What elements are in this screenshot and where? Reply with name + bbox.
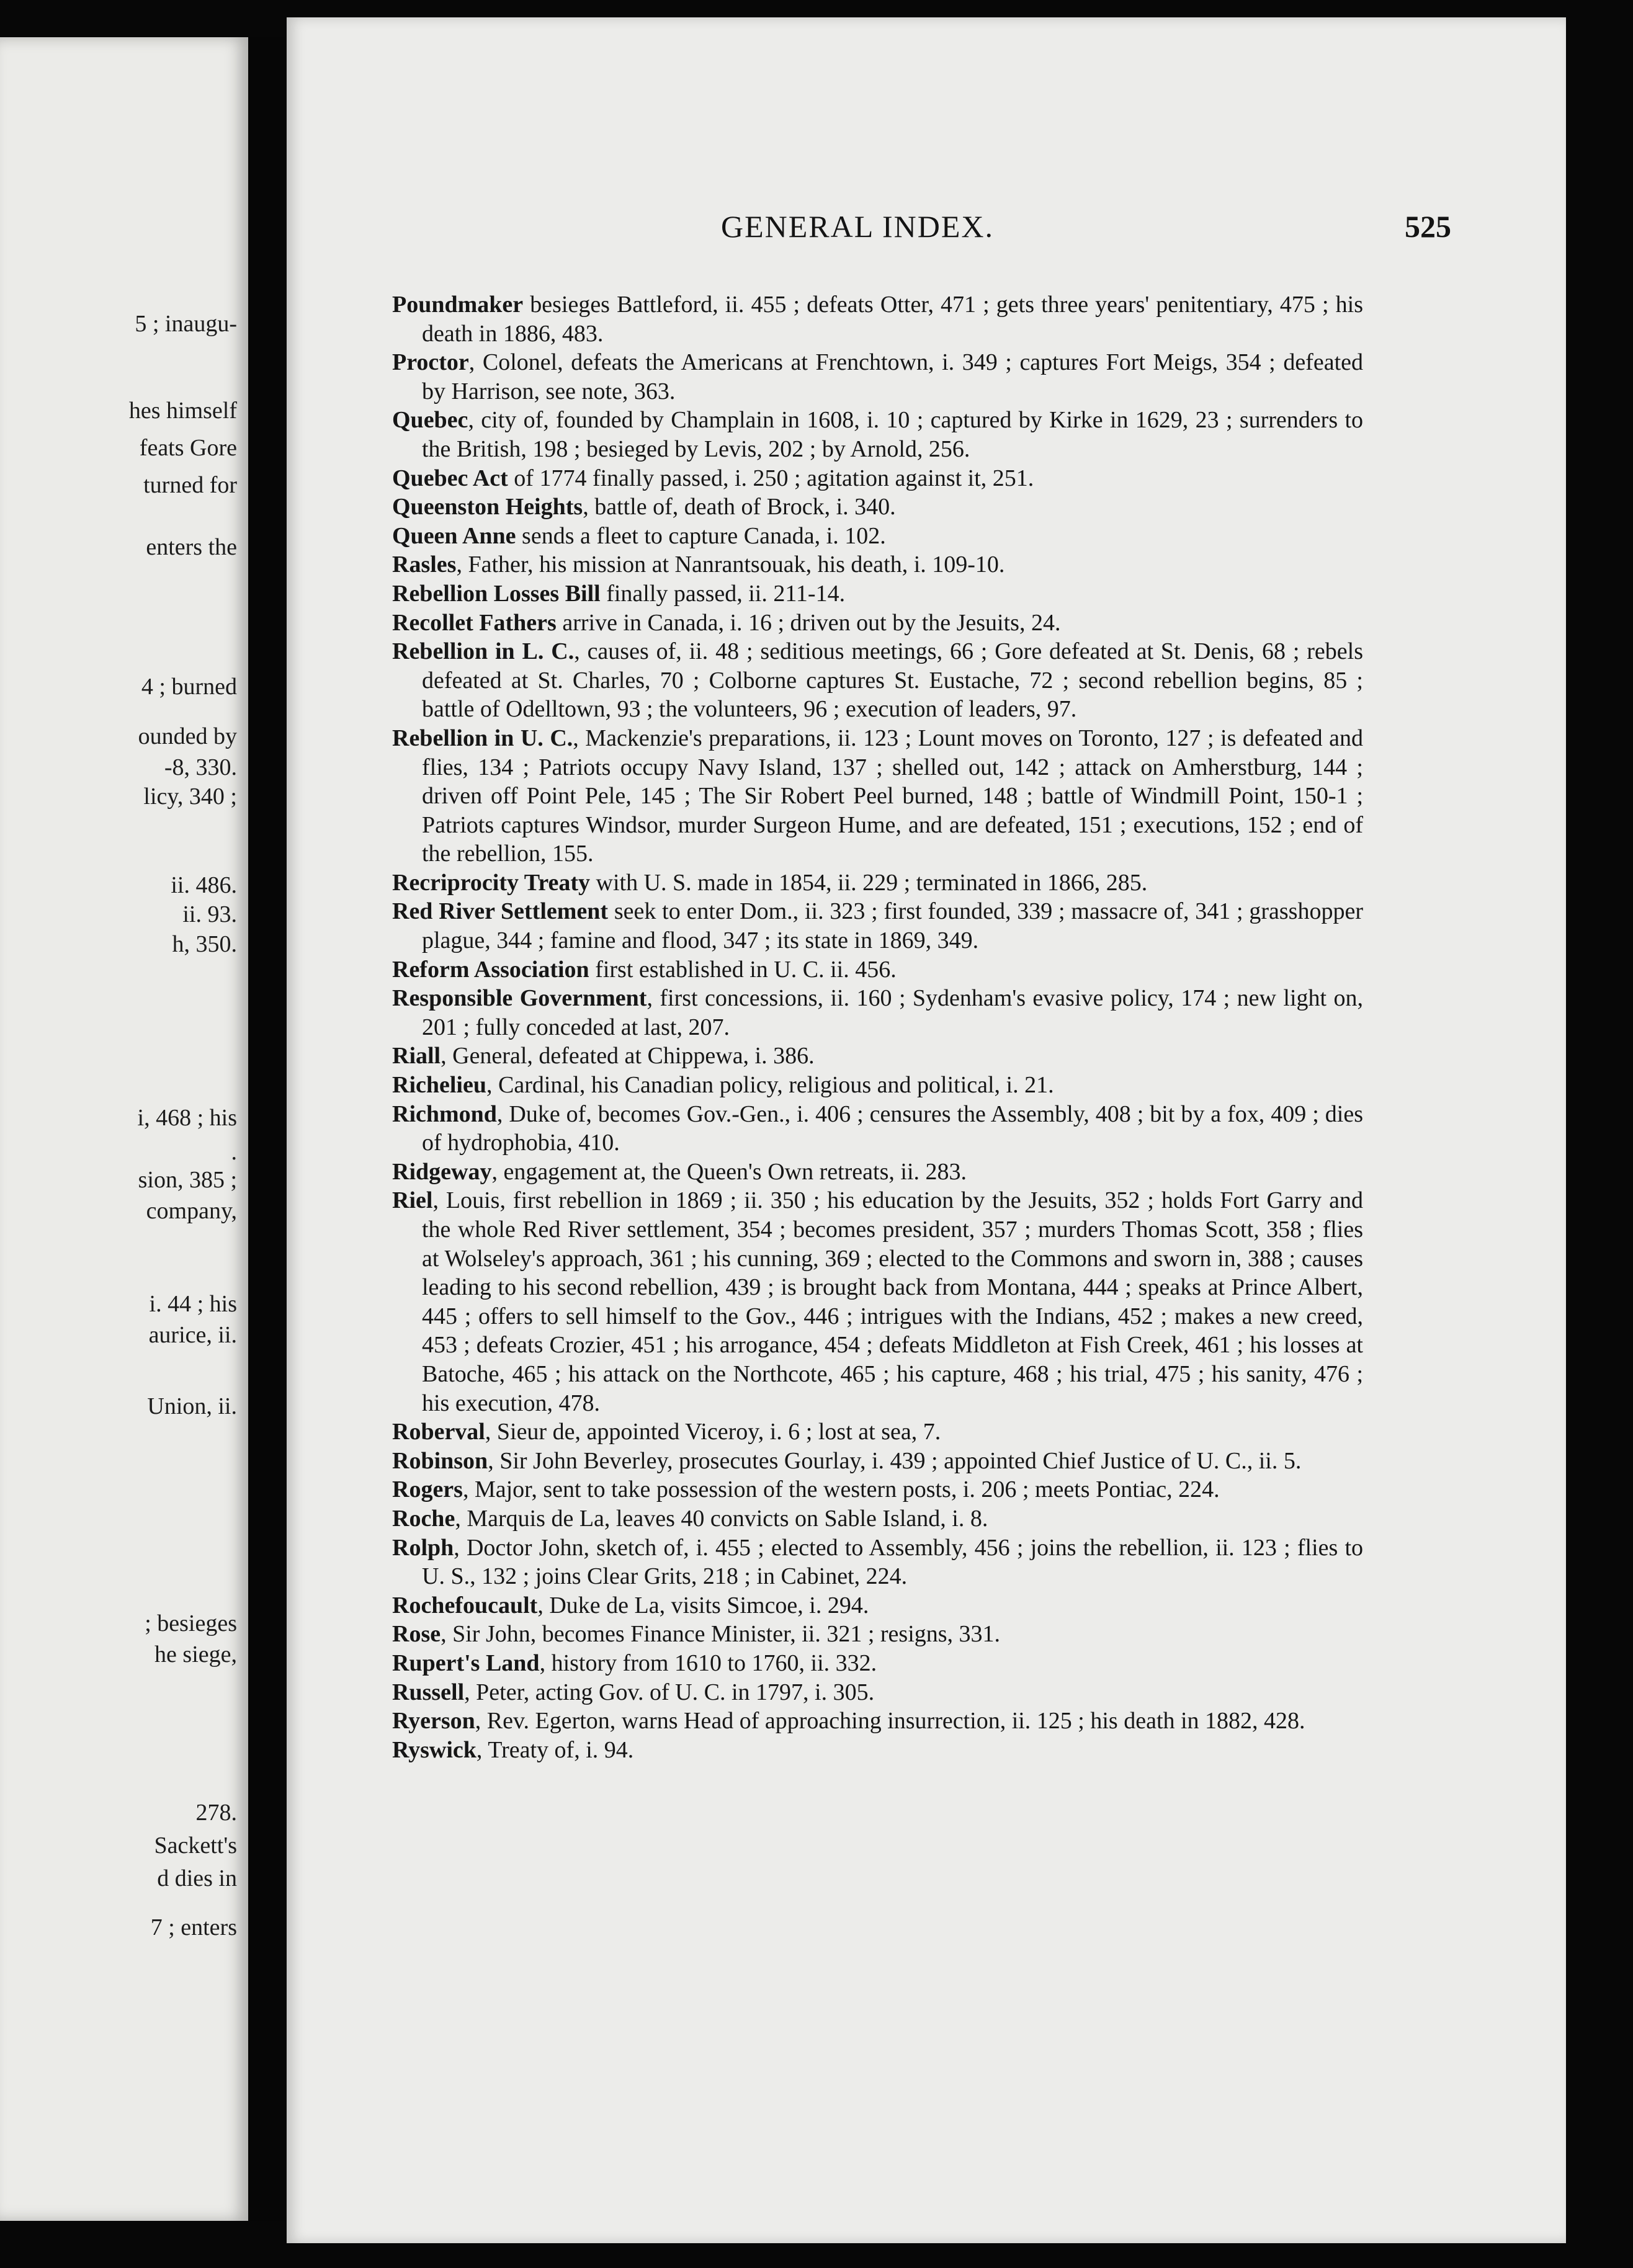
entry-heading: Rasles: [392, 551, 457, 578]
entry-heading: Riall: [392, 1043, 441, 1069]
entry-heading: Rebellion Losses Bill: [392, 580, 601, 607]
index-entry: [392, 406, 1363, 463]
index-entry: [392, 1042, 1363, 1071]
entry-heading: Robinson: [392, 1447, 488, 1474]
entry-heading: Queenston Heights: [392, 494, 583, 520]
facing-page-line: 278.: [195, 1800, 237, 1826]
entry-references: , Duke de La, visits Simcoe, i. 294.: [537, 1592, 869, 1618]
entry-references: , Duke of, becomes Gov.-Gen., i. 406 ; censures the Assembly, 408 ; bit by a fox, 409 ; dies of hydrophobia, 410.: [422, 1101, 1363, 1156]
facing-page-line: ; besieges: [145, 1610, 237, 1636]
entry-references: finally passed, ii. 211-14.: [600, 580, 846, 607]
entry-references: , Mackenzie's preparations, ii. 123 ; Lount moves on Toronto, 127 ; is defeated and flies, 134 ; Patriots occupy Navy Island, 137 ; shelled out, 142 ; attack on Amherstburg, 144 ; driven off Point Pele, 145 ; The Sir Robert Peel burned, 148 ; battle of Windmill Point, 150-1 ; Patriots captures Windsor, murder Surgeon Hume, and are defeated, 151 ; executions, 152 ; end of the rebellion, 155.: [422, 725, 1363, 867]
entry-references: , Father, his mission at Nanrantsouak, his death, i. 109-10.: [456, 551, 1005, 578]
entry-heading: Roche: [392, 1505, 455, 1532]
facing-page-line: ii. 486.: [171, 872, 237, 898]
entry-heading: Red River Settlement: [392, 898, 609, 925]
entry-heading: Riel: [392, 1187, 433, 1214]
facing-page-line: h, 350.: [172, 931, 237, 957]
entry-heading: Richmond: [392, 1101, 497, 1127]
entry-heading: Responsible Government: [392, 985, 647, 1012]
entry-heading: Richelieu: [392, 1072, 486, 1099]
entry-references: , causes of, ii. 48 ; seditious meetings, 66 ; Gore defeated at St. Denis, 68 ; rebels defeated at St. Charles, 70 ; Colborne captures St. Eustache, 72 ; second rebellion begins, 85 ; battle of Odelltown, 93 ; the volunteers, 96 ; execution of leaders, 97.: [422, 638, 1363, 723]
entry-references: seek to enter Dom., ii. 323 ; first founded, 339 ; massacre of, 341 ; grasshopper plague, 344 ; famine and flood, 347 ; its state in 1869, 349.: [422, 898, 1363, 954]
index-entry: [392, 955, 1363, 984]
facing-page-line: .: [231, 1139, 237, 1165]
facing-page-line: hes himself: [128, 398, 237, 424]
index-entry: [392, 522, 1363, 551]
index-page: [287, 17, 1566, 2243]
facing-page-line: d dies in: [157, 1865, 237, 1891]
index-entry: [392, 1071, 1363, 1100]
facing-page-line: Sackett's: [154, 1833, 237, 1859]
entry-heading: Poundmaker: [392, 292, 524, 318]
index-entry: [392, 1418, 1363, 1447]
entry-references: , Rev. Egerton, warns Head of approaching insurrection, ii. 125 ; his death in 1882, 428.: [475, 1708, 1305, 1734]
entry-references: besieges Battleford, ii. 455 ; defeats Otter, 471 ; gets three years' penitentiary, 475 ; his death in 1886, 483.: [422, 292, 1363, 347]
index-entry: [392, 1158, 1363, 1187]
entry-references: sends a fleet to capture Canada, i. 102.: [516, 522, 886, 549]
index-entry: [392, 1736, 1363, 1765]
entry-heading: Recriprocity Treaty: [392, 869, 591, 896]
facing-page-line: licy, 340 ;: [143, 784, 237, 810]
entry-heading: Recollet Fathers: [392, 609, 557, 636]
index-entry: [392, 550, 1363, 579]
entry-references: , first concessions, ii. 160 ; Sydenham's evasive policy, 174 ; new light on, 201 ; fully conceded at last, 207.: [422, 985, 1363, 1040]
facing-page-line: -8, 330.: [164, 754, 237, 780]
entry-heading: Quebec: [392, 407, 468, 434]
index-entry: [392, 897, 1363, 955]
entry-references: , Treaty of, i. 94.: [476, 1736, 634, 1763]
entry-heading: Ryerson: [392, 1708, 475, 1734]
entry-heading: Rupert's Land: [392, 1650, 540, 1676]
page-number: 525: [1405, 209, 1451, 244]
entry-references: , Peter, acting Gov. of U. C. in 1797, i. 305.: [464, 1679, 875, 1705]
index-entries: [392, 290, 1363, 1764]
entry-heading: Russell: [392, 1679, 465, 1705]
index-entry: [392, 1620, 1363, 1649]
entry-references: of 1774 finally passed, i. 250 ; agitation against it, 251.: [508, 465, 1034, 491]
facing-page-line: i, 468 ; his: [137, 1105, 237, 1131]
facing-page-line: turned for: [143, 472, 237, 498]
facing-page-line: 4 ; burned: [141, 674, 237, 700]
index-entry: [392, 1475, 1363, 1504]
facing-page-line: company,: [146, 1198, 237, 1224]
index-entry: [392, 984, 1363, 1042]
entry-references: with U. S. made in 1854, ii. 229 ; terminated in 1866, 285.: [590, 869, 1148, 896]
entry-references: , Cardinal, his Canadian policy, religious and political, i. 21.: [486, 1072, 1054, 1099]
entry-heading: Proctor: [392, 349, 469, 376]
facing-page-line: feats Gore: [139, 435, 237, 461]
entry-heading: Rebellion in U. C.: [392, 725, 573, 751]
book-gutter: [248, 37, 285, 2221]
entry-heading: Rose: [392, 1621, 441, 1648]
entry-heading: Ryswick: [392, 1736, 476, 1763]
facing-page-line: sion, 385 ;: [138, 1167, 237, 1193]
index-entry: [392, 1100, 1363, 1158]
index-entry: [392, 348, 1363, 406]
index-entry: [392, 868, 1363, 898]
entry-heading: Rolph: [392, 1534, 454, 1561]
entry-references: , General, defeated at Chippewa, i. 386.: [441, 1043, 815, 1069]
entry-references: , Colonel, defeats the Americans at Frenchtown, i. 349 ; captures Fort Meigs, 354 ; defeated by Harrison, see note, 363.: [422, 349, 1363, 404]
index-entry: [392, 579, 1363, 609]
facing-page-line: he siege,: [154, 1641, 237, 1668]
entry-references: , Sir John Beverley, prosecutes Gourlay, i. 439 ; appointed Chief Justice of U. C., ii. 5.: [488, 1447, 1302, 1474]
entry-heading: Rebellion in L. C.: [392, 638, 575, 665]
facing-page-line: ounded by: [138, 723, 237, 749]
index-entry: [392, 1534, 1363, 1591]
facing-page-line: 5 ; inaugu-: [135, 311, 237, 337]
entry-references: arrive in Canada, i. 16 ; driven out by the Jesuits, 24.: [556, 609, 1061, 636]
entry-references: , engagement at, the Queen's Own retreats, ii. 283.: [491, 1158, 967, 1185]
running-head: GENERAL INDEX.: [721, 209, 994, 244]
entry-heading: Rochefoucault: [392, 1592, 538, 1618]
entry-heading: Ridgeway: [392, 1158, 492, 1185]
entry-references: , Major, sent to take possession of the western posts, i. 206 ; meets Pontiac, 224.: [462, 1476, 1220, 1503]
entry-references: , Marquis de La, leaves 40 convicts on Sable Island, i. 8.: [455, 1505, 988, 1532]
facing-page-line: enters the: [146, 534, 237, 560]
facing-page-line: aurice, ii.: [148, 1322, 237, 1348]
facing-page-line: Union, ii.: [147, 1393, 237, 1419]
entry-heading: Roberval: [392, 1419, 485, 1445]
index-entry: [392, 1678, 1363, 1707]
entry-heading: Quebec Act: [392, 465, 508, 491]
page-header: [287, 208, 1566, 258]
index-entry: [392, 1447, 1363, 1476]
index-entry: [392, 464, 1363, 493]
entry-heading: Reform Association: [392, 956, 589, 983]
index-entry: [392, 1707, 1363, 1736]
entry-references: , Sieur de, appointed Viceroy, i. 6 ; lost at sea, 7.: [485, 1419, 941, 1445]
index-entry: [392, 493, 1363, 522]
facing-page-line: i. 44 ; his: [149, 1291, 237, 1317]
entry-references: , Louis, first rebellion in 1869 ; ii. 350 ; his education by the Jesuits, 352 ; holds Fort Garry and the whole Red River settlement, 354 ; becomes president, 357 ; murders Thomas Scott, 358 ; flies at Wolseley's approach, 361 ; his cunning, 369 ; elected to the Commons and sworn in, 388 ; causes leading to his second rebellion, 439 ; is brought back from Montana, 444 ; speaks at Prince Albert, 445 ; offers to sell himself to the Gov., 446 ; intrigues with the Indians, 452 ; makes a new creed, 453 ; defeats Crozier, 451 ; his arrogance, 454 ; defeats Middleton at Fish Creek, 461 ; his losses at Batoche, 465 ; his attack on the Northcote, 465 ; his capture, 468 ; his trial, 475 ; his sanity, 476 ; his execution, 478.: [422, 1187, 1363, 1416]
index-entry: [392, 637, 1363, 724]
index-entry: [392, 290, 1363, 348]
index-entry: [392, 1504, 1363, 1534]
entry-references: , Doctor John, sketch of, i. 455 ; elected to Assembly, 456 ; joins the rebellion, ii. 123 ; flies to U. S., 132 ; joins Clear Grits, 218 ; in Cabinet, 224.: [422, 1534, 1363, 1590]
entry-heading: Queen Anne: [392, 522, 516, 549]
entry-heading: Rogers: [392, 1476, 463, 1503]
facing-page-line: ii. 93.: [182, 901, 237, 927]
index-entry: [392, 1649, 1363, 1678]
index-entry: [392, 724, 1363, 868]
index-entry: [392, 1591, 1363, 1620]
index-entry: [392, 609, 1363, 638]
entry-references: , city of, founded by Champlain in 1608, i. 10 ; captured by Kirke in 1629, 23 ; surrenders to the British, 198 ; besieged by Levis, 202 ; by Arnold, 256.: [422, 407, 1363, 462]
index-entry: [392, 1186, 1363, 1418]
facing-page-line: 7 ; enters: [150, 1914, 237, 1940]
entry-references: , history from 1610 to 1760, ii. 332.: [539, 1650, 877, 1676]
facing-page-fragment: [0, 37, 248, 2221]
entry-references: first established in U. C. ii. 456.: [589, 956, 897, 983]
entry-references: , battle of, death of Brock, i. 340.: [583, 494, 896, 520]
entry-references: , Sir John, becomes Finance Minister, ii. 321 ; resigns, 331.: [441, 1621, 1001, 1648]
